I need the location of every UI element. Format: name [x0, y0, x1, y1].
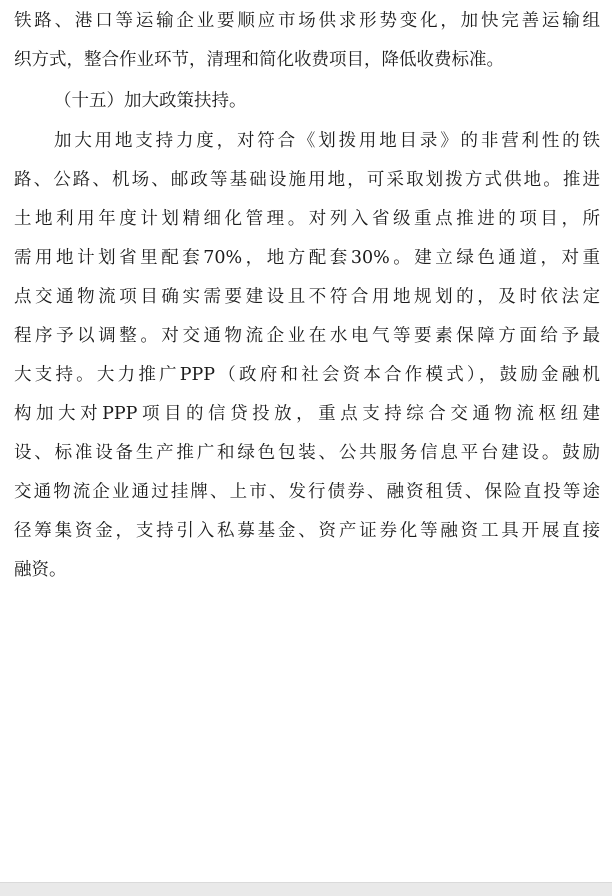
section-heading: （十五）加大政策扶持。 [54, 91, 247, 111]
text-line-2: 织方式，整合作业环节，清理和简化收费项目，降低收费标准。 [14, 50, 504, 70]
text-line-10: 大支持。大力推广PPP（政府和社会资本合作模式），鼓励金融机 [14, 365, 600, 385]
text-line-12: 设、标准设备生产推广和绿色包装、公共服务信息平台建设。鼓励 [14, 443, 600, 463]
text-line-8: 点交通物流项目确实需要建设且不符合用地规划的，及时依法定 [14, 287, 600, 307]
text-line-7: 需用地计划省里配套70%，地方配套30%。建立绿色通道，对重 [14, 248, 600, 268]
text-line-11: 构加大对PPP项目的信贷投放，重点支持综合交通物流枢纽建 [14, 404, 600, 424]
text-line-13: 交通物流企业通过挂牌、上市、发行债券、融资租赁、保险直投等途 [14, 482, 600, 502]
text-line-5: 路、公路、机场、邮政等基础设施用地，可采取划拨方式供地。推进 [14, 170, 600, 190]
page-bottom-divider [0, 882, 612, 896]
text-line-15: 融资。 [14, 560, 67, 580]
text-line-4: 加大用地支持力度，对符合《划拨用地目录》的非营利性的铁 [54, 131, 600, 151]
text-line-1: 铁路、港口等运输企业要顺应市场供求形势变化，加快完善运输组 [14, 11, 600, 31]
text-line-9: 程序予以调整。对交通物流企业在水电气等要素保障方面给予最 [14, 326, 600, 346]
text-line-14: 径筹集资金，支持引入私募基金、资产证券化等融资工具开展直接 [14, 521, 600, 541]
text-line-6: 土地利用年度计划精细化管理。对列入省级重点推进的项目，所 [14, 209, 600, 229]
